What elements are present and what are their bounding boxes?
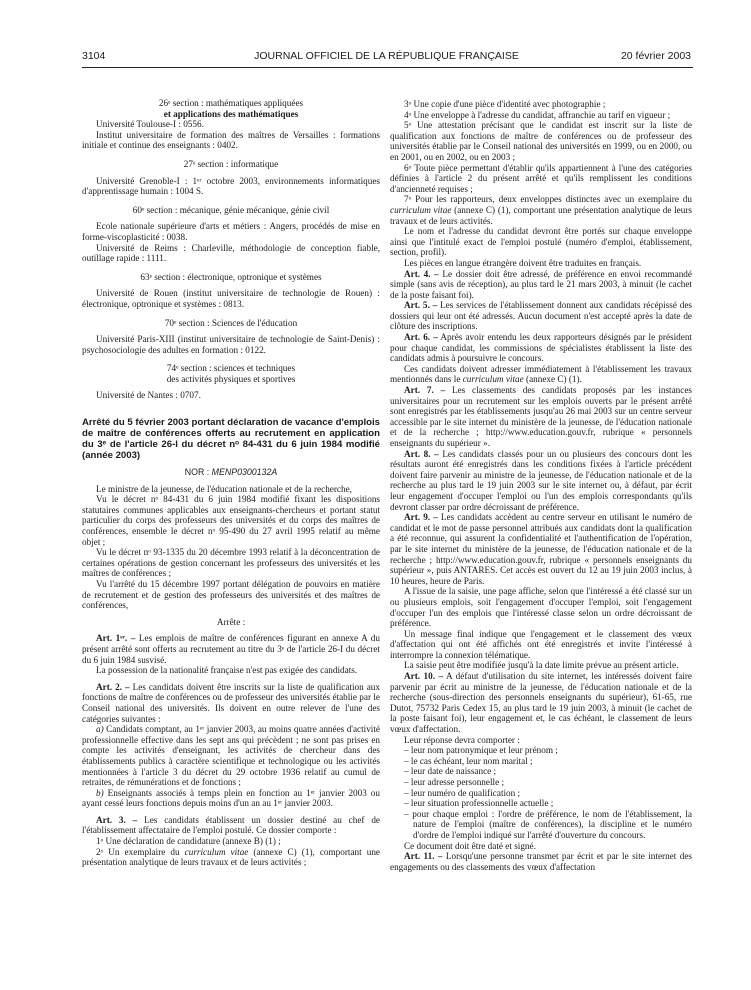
paragraph: Leur réponse devra comporter : xyxy=(404,734,520,745)
journal-title: JOURNAL OFFICIEL DE LA RÉPUBLIQUE FRANÇAISE xyxy=(254,50,519,62)
list-item: – pour chaque emploi : l'ordre de préférence, le nom de l'établissement, la nature de l'emploi (maître de conférences), la discipline et le numéro d'ordre de l'emploi indiqué sur l'arrêté d'ouverture du concours. xyxy=(404,808,692,840)
issue-date: 20 février 2003 xyxy=(620,50,691,62)
section-70-title: 70ᵉ section : Sciences de l'éducation xyxy=(164,317,298,328)
paragraph: Ecole nationale supérieure d'arts et métiers : Angers, procédés de mise en forme-viscoplasticité : 0038. xyxy=(82,221,380,242)
paragraph: Université de Nantes : 0707. xyxy=(96,390,201,401)
article-4: Art. 4. – Le dossier doit être adressé, de préférence en envoi recommandé simple (sans avis de réception), au plus tard le 21 mars 2003, à minuit (le cachet de la poste faisant foi). xyxy=(390,268,692,300)
article-2-b: b) Enseignants associés à temps plein en fonction au 1ᵉʳ janvier 2003 ou ayant cessé leurs fonctions depuis moins d'un an au 1ᵉʳ janvier 2003. xyxy=(82,787,380,809)
article-6: Art. 6. – Après avoir entendu les deux rapporteurs désignés par le président pour chaque candidat, les commissions de spécialistes établissent la liste des candidats admis à poursuivre le concours. xyxy=(390,332,692,364)
right-column xyxy=(390,99,692,872)
paragraph: Le ministre de la jeunesse, de l'éducation nationale et de la recherche, xyxy=(96,483,352,494)
paragraph: Un message final indique que l'engagement et le classement des vœux d'affectation qui ont été affichés ont été enregistrés et invite l'intéressé à interrompre la connexion télématique. xyxy=(390,628,692,660)
paragraph: Vu le décret nᵒ 93-1335 du 20 décembre 1993 relatif à la déconcentration de certaines opérations de gestion concernant les professeurs des universités et les maîtres de conférences ; xyxy=(82,547,380,579)
paragraph: Université Toulouse-I : 0556. xyxy=(96,119,204,130)
paragraph: Vu le décret nᵒ 84-431 du 6 juin 1984 modifié fixant les dispositions statutaires communes applicables aux enseignants-chercheurs et portant statut particulier du corps des professeurs des universités et du corps des maîtres de conférences, ensemble le décret nᵒ 95-490 du 27 avril 1995 relatif au même objet ; xyxy=(82,494,380,547)
list-item: – leur nom patronymique et leur prénom ; xyxy=(404,745,558,756)
list-item: 4ᵒ Une enveloppe à l'adresse du candidat, affranchie au tarif en vigueur ; xyxy=(404,109,671,120)
list-item: – leur numéro de qualification ; xyxy=(404,787,521,798)
paragraph: Le nom et l'adresse du candidat devront être portés sur chaque enveloppe ainsi que l'intitulé exact de l'emploi postulé (numéro d'emploi, établissement, section, profil). xyxy=(390,226,692,258)
paragraph: Institut universitaire de formation des maîtres de Versailles : formations initiale et continue des enseignants : 0402. xyxy=(82,129,380,151)
article-5: Art. 5. – Les services de l'établissement donnent aux candidats récépissé des dossiers qui leur ont été adressés. Aucun document n'est accepté après la date de clôture des inscriptions. xyxy=(390,300,692,332)
page-number: 3104 xyxy=(82,50,106,62)
list-item: – leur date de naissance ; xyxy=(404,766,497,777)
section-27-title: 27ᵉ section : informatique xyxy=(183,158,279,169)
list-item: 7ᵒ Pour les rapporteurs, deux enveloppes distinctes avec un exemplaire du curriculum vitae (annexe C) (1), comportant une présentation analytique de leurs travaux et de leurs activités. xyxy=(390,194,692,226)
list-item: 1ᵒ Une déclaration de candidature (annexe B) (1) ; xyxy=(96,836,281,847)
requirements-list xyxy=(390,745,692,840)
list-item: 2ᵒ Un exemplaire du curriculum vitae (annexe C) (1), comportant une présentation analytique de leurs travaux et de leurs activités ; xyxy=(82,846,380,868)
section-63-title: 63ᵉ section : électronique, optronique et systèmes xyxy=(140,271,322,282)
page-header xyxy=(82,50,691,64)
list-item: – leur adresse personnelle ; xyxy=(404,777,505,787)
article-2-a: a) Candidats comptant, au 1ᵉʳ janvier 2003, au moins quatre années d'activité professionnelle effective dans les sept ans qui précèdent ; ne sont pas prises en compte les activités d'enseignant, les activités de chercheur dans des établissements publics à caractère scientifique et technologique ou les activités mentionnées à l'article 3 du décret du 29 octobre 1936 relatif au cumul de retraites, de rémunérations et de fonctions ; xyxy=(82,724,380,788)
section-26-title: 26ᵉ section : mathématiques appliquées et applications des mathématiques xyxy=(158,98,304,119)
list-item: – le cas échéant, leur nom marital ; xyxy=(404,755,533,766)
article-11: Art. 11. – Lorsqu'une personne transmet par écrit et par le site internet des engagements ou des classements des vœux d'affectation xyxy=(390,851,692,872)
paragraph: Université Paris-XIII (institut universitaire de technologie de Saint-Denis) : psychosociologie des adultes en formation : 0122. xyxy=(82,334,380,355)
arrete-heading: Arrête : xyxy=(216,616,246,627)
paragraph: Université de Reims : Charleville, méthodologie de conception fiable, outillage rapide : 1111. xyxy=(82,242,380,264)
nor-reference: NOR : MENP0300132A xyxy=(184,467,278,478)
section-60-title: 60ᵉ section : mécanique, génie mécanique, génie civil xyxy=(132,204,330,215)
paragraph: Université Grenoble-I : 1ᵉʳ octobre 2003, environnements informatiques d'apprentissage humain : 1004 S. xyxy=(82,175,380,197)
article-1: Art. 1ᵉʳ. – Les emplois de maître de conférences figurant en annexe A du présent arrêté sont offerts au recrutement au titre du 3ᵉ de l'article 26-I du décret du 6 juin 1984 susvisé. xyxy=(82,633,380,665)
list-item: 5ᵒ Une attestation précisant que le candidat est inscrit sur la liste de qualification aux fonctions de maître de conférences ou de professeur des universités établie par le Conseil national des universités en 1999, ou en 2000, ou en 2001, ou en 2002, ou en 2003 ; xyxy=(390,120,692,162)
article-7: Art. 7. – Les classements des candidats proposés par les instances universitaires pour un recrutement sur les emplois ouverts par le présent arrêté sont enregistrés par les établissements jusqu'au 26 mai 2003 sur un centre serveur accessible par le site internet du ministère de la jeunesse, de l'éducation nationale et de la recherche ; http://www.education.gouv.fr, rubrique « personnels enseignants du supérieur ». xyxy=(390,385,692,448)
article-3: Art. 3. – Les candidats établissent un dossier destiné au chef de l'établissement affectataire de l'emploi postulé. Ce dossier comporte : xyxy=(82,814,380,836)
article-10: Art. 10. – A défaut d'utilisation du site internet, les intéressés doivent faire parvenir par écrit au ministre de la jeunesse, de l'éducation nationale et de la recherche (sous-direction des personnels enseignants du supérieur), 61-65, rue Dutot, 75732 Paris Cedex 15, au plus tard le 19 juin 2003, à minuit (le cachet de la poste faisant foi), leur engagement et, le cas échéant, le classement de leurs vœux d'affectation. xyxy=(390,671,692,735)
paragraph: La saisie peut être modifiée jusqu'à la date limite prévue au présent article. xyxy=(404,660,679,671)
article-9: Art. 9. – Les candidats accèdent au centre serveur en utilisant le numéro de candidat et le mot de passe personnel attribués aux candidats dont la qualification a été reconnue, qui assurent la confidentialité et l'authentification de l'opération, par le site internet du ministère de la jeunesse, de l'éducation nationale et de la recherche ; http://www.education.gouv.fr, rubrique « personnels enseignants du supérieur », puis ANTARES. Cet accès est ouvert du 12 au 19 juin 2003 inclus, à 10 heures, heure de Paris. xyxy=(390,512,692,586)
paragraph: A l'issue de la saisie, une page affiche, selon que l'intéressé a été classé sur un ou plusieurs emplois, soit l'engagement d'occuper l'emploi, soit l'engagement d'occuper l'un des emplois que l'intéressé classe selon un ordre décroissant de préférence. xyxy=(390,586,692,629)
article-2: Art. 2. – Les candidats doivent être inscrits sur la liste de qualification aux fonctions de maître de conférences ou de professeur des universités établie par le Conseil national des universités. Ils doivent en outre relever de l'une des catégories suivantes : xyxy=(82,681,380,724)
paragraph: La possession de la nationalité française n'est pas exigée des candidats. xyxy=(96,665,358,676)
left-column xyxy=(82,98,380,868)
decree-title: Arrêté du 5 février 2003 portant déclaration de vacance d'emplois de maître de conférences offerts au recrutement en application du 3ᵉ de l'article 26-I du décret nᵒ 84-431 du 6 juin 1984 modifié (année 2003) xyxy=(82,417,380,462)
header-rule xyxy=(82,67,693,68)
paragraph: Vu l'arrêté du 15 décembre 1997 portant délégation de pouvoirs en matière de recrutement et de gestion des professeurs des universités et des maîtres de conférences, xyxy=(82,579,380,611)
section-74-title: 74ᵉ section : sciences et techniques des activités physiques et sportives xyxy=(166,363,296,384)
list-item: 6ᵒ Toute pièce permettant d'établir qu'ils appartiennent à l'une des catégories définies à l'article 2 du présent arrêté et qu'ils remplissent les conditions d'ancienneté requises ; xyxy=(390,162,692,194)
paragraph: Université de Rouen (institut universitaire de technologie de Rouen) : électronique, optronique et systèmes : 0813. xyxy=(82,288,380,309)
paragraph: Ces candidats doivent adresser immédiatement à l'établissement les travaux mentionnés dans le curriculum vitae (annexe C) (1). xyxy=(390,363,692,385)
list-item: 3ᵒ Une copie d'une pièce d'identité avec photographie ; xyxy=(404,99,606,109)
article-8: Art. 8. – Les candidats classés pour un ou plusieurs des concours dont les résultats auront été enregistrés dans les conditions fixées à l'article précédent doivent faire parvenir au ministre de la jeunesse, de l'éducation nationale et de la recherche au plus tard le 19 juin 2003 sur le site internet ou, à défaut, par écrit leur engagement d'occuper l'emploi ou l'un des emplois correspondants qu'ils devront classer par ordre décroissant de préférence. xyxy=(390,448,692,512)
paragraph: Les pièces en langue étrangère doivent être traduites en français. xyxy=(404,257,642,268)
list-item: – leur situation professionnelle actuelle ; xyxy=(404,798,554,809)
paragraph: Ce document doit être daté et signé. xyxy=(404,840,536,851)
